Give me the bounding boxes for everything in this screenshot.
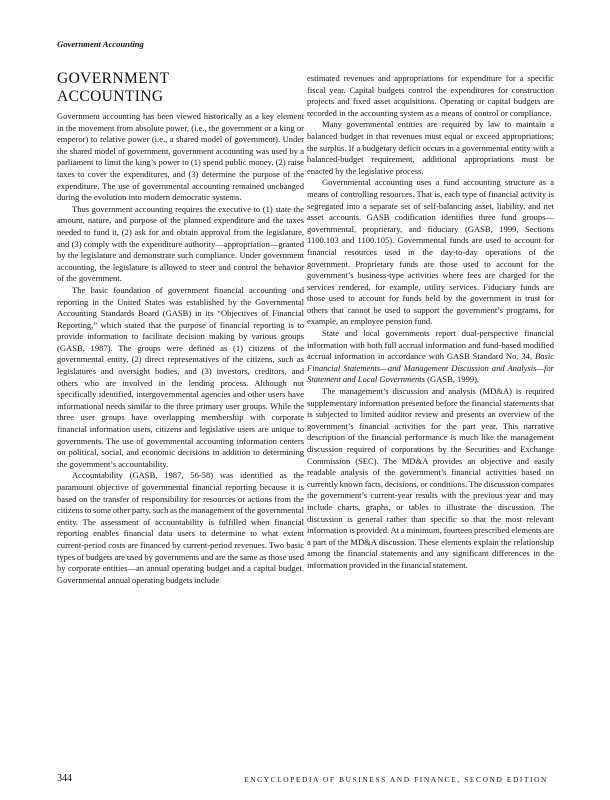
running-head: Government Accounting	[57, 39, 144, 49]
paragraph: Government accounting has been viewed historically as a key element in the movement from absolute power, (i.e., the government or a king or emperor) to relative power (i.e., a shared model of government). Under the shared model of government, government accounting was used by a parliament to limit the king’s power to (1) spend public money, (2) raise taxes to cover the expenditures, and (3) determine the purpose of the expenditure. The use of governmental accounting remained unchanged during the evolution into modern democratic systems.	[57, 111, 304, 203]
paragraph: Governmental accounting uses a fund accounting structure as a means of controlling resources. That is, each type of financial activity is segregated into a separate set of self-balancing asset, liability, and net asset accounts. GASB codification identifies three fund groups—governmental, proprietary, and fiduciary (GASB, 1999, Sections 1100.103 and 1100.105). Governmental funds are used to account for financial resources used in the day-to-day operations of the government. Proprietary funds are those used to account for the government’s business-type activities where fees are charged for the services rendered, for example, utility services. Fiduciary funds are those used to account for funds held by the government in trust for others that cannot be used to support the government’s programs, for example, an employee pension fund.	[307, 177, 554, 327]
paragraph-text: (GASB, 1999).	[424, 374, 480, 385]
page-footer	[57, 773, 548, 784]
article-title: GOVERNMENT ACCOUNTING	[57, 70, 170, 105]
page-number: 344	[57, 773, 72, 784]
paragraph: Accountability (GASB, 1987, 56-58) was identified as the paramount objective of governmental financial reporting because it is based on the transfer of responsibility for resources or actions from the citizens to some other party, such as the management of the governmental entity. The assessment of accountability is fulfilled when financial reporting enables financial data users to determine to what extent current-period costs are financed by current-period revenues. Two basic types of budgets are used by governments and are the same as those used by corporate entities—an annual operating budget and a capital budget. Governmental annual operating budgets include	[57, 470, 304, 585]
publication-title: ENCYCLOPEDIA OF BUSINESS AND FINANCE, SECOND EDITION	[244, 775, 548, 784]
citation-title: Basic Financial Statements—and Management Discussion and Analysis—for Statement and Local Governments	[307, 351, 554, 385]
paragraph-text: State and local governments report dual-perspective financial information with both full accrual information and fund-based modified accrual information in accordance with GASB Standard No. 34,	[307, 328, 554, 362]
paragraph: estimated revenues and appropriations for expenditure for a specific fiscal year. Capital budgets control the expenditures for construction projects and fixed asset acquisitions. Operating or capital budgets are recorded in the accounting system as a means of control or compliance.	[307, 73, 554, 118]
paragraph: The basic foundation of government financial accounting and reporting in the United States was established by the Governmental Accounting Standards Board (GASB) in its “Objectives of Financial Reporting,” which stated that the purpose of financial reporting is to provide information to facilitate decision making by various groups (GASB, 1987). The groups were defined as (1) citizens of the governmental entity, (2) direct representatives of the citizens, such as legislatures and oversight bodies, and (3) investors, creditors, and others who are involved in the lending process. Although not specifically identified, intergovernmental agencies and other users have informational needs similar to the three primary user groups. While the three user groups have overlapping membership with corporate financial information users, citizens and legislative users are unique to governments. The use of governmental accounting information centers on political, social, and economic decisions in addition to determining the government’s accountability.	[57, 284, 304, 469]
paragraph: Many governmental entities are required by law to maintain a balanced budget in that revenues must equal or exceed appropriations; the surplus. If a budgetary deficit occurs in a governmental entity with a balanced-budget requirement, additional appropriations must be enacted by the legislative process.	[307, 119, 554, 176]
paragraph	[307, 328, 554, 386]
paragraph: The management’s discussion and analysis (MD&A) is required supplementary information presented before the financial statements that is subjected to limited auditor review and presents an overview of the government’s financial activities for the part year. This narrative description of the financial performance is much like the management discussion required of corporations by the Securities and Exchange Commission (SEC). The MD&A provides an objective and easily readable analysis of the government’s financial activities based on currently known facts, decisions, or conditions. The discussion compares the government’s current-year results with the previous year and may include charts, graphs, or tables to illustrate the discussion. The discussion is general rather than specific so that the most relevant information is provided. At a minimum, fourteen prescribed elements are a part of the MD&A discussion. These elements explain the relationship among the financial statements and any significant differences in the information provided in the financial statement.	[307, 386, 554, 570]
left-column	[57, 70, 304, 586]
right-column	[307, 73, 554, 572]
paragraph: Thus government accounting requires the executive to (1) state the amount, nature, and purpose of the planned expenditure and the taxes needed to fund it, (2) ask for and obtain approval from the legislature, and (3) comply with the expenditure authority—appropriation—granted by the legislature and demonstrate such compliance. Under government accounting, the legislature is allowed to steer and control the behavior of the government.	[57, 203, 304, 284]
